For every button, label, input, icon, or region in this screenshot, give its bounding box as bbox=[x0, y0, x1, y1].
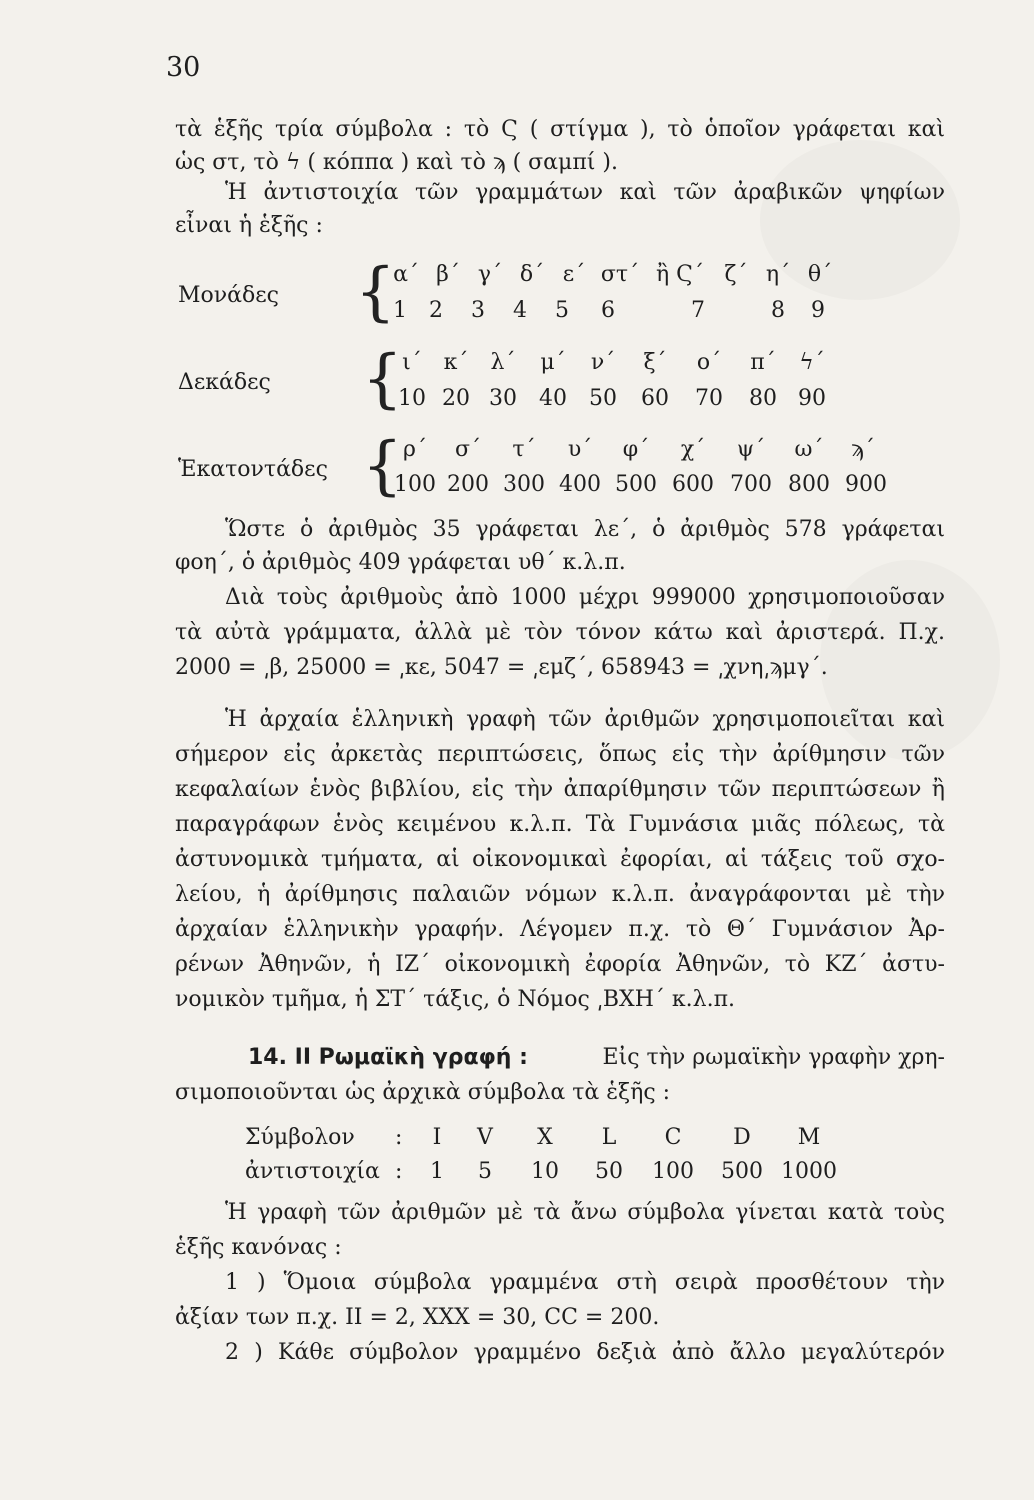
ekatontades-numbers bbox=[390, 472, 894, 497]
roman-symbol: C bbox=[664, 1124, 682, 1150]
numeral-letter: φ΄ bbox=[622, 437, 650, 462]
numeral-letter: α΄ bbox=[393, 262, 419, 287]
numeral-value: 40 bbox=[539, 386, 567, 411]
dekades-numbers bbox=[390, 386, 834, 411]
numeral-letter: ϡ΄ bbox=[851, 437, 875, 462]
numeral-letter: σ΄ bbox=[454, 437, 482, 462]
numeral-value: 90 bbox=[798, 386, 826, 411]
text-line: σήμερον εἰς ἀρκετὰς περιπτώσεις, ὅπως εἰς τὴν ἀρίθμησιν τῶν bbox=[175, 742, 945, 767]
row-label-ekatontades: Ἑκατοντάδες bbox=[178, 457, 328, 482]
numeral-value: 6 bbox=[601, 298, 615, 323]
dekades-letters bbox=[390, 350, 834, 375]
text-line: σιμοποιοῦνται ὡς ἀρχικὰ σύμβολα τὰ ἑξῆς : bbox=[175, 1080, 671, 1105]
numeral-value: 5 bbox=[555, 298, 569, 323]
roman-values-row bbox=[245, 1154, 839, 1188]
numeral-value: 20 bbox=[442, 386, 470, 411]
numeral-value: 100 bbox=[394, 472, 436, 497]
row-label-symbols: Σύμβολον bbox=[245, 1124, 355, 1150]
numeral-letter: γ΄ bbox=[477, 262, 503, 287]
page-number: 30 bbox=[166, 52, 201, 83]
text-line: κεφαλαίων ἑνὸς βιβλίου, εἰς τὴν ἀπαρίθμησιν τῶν περιπτώσεων ἢ bbox=[175, 777, 945, 802]
section-heading: 14. ΙΙ Ρωμαϊκὴ γραφή : bbox=[248, 1045, 528, 1070]
numeral-value: 800 bbox=[788, 472, 830, 497]
text-line: λείου, ἡ ἀρίθμησις παλαιῶν νόμων κ.λ.π. ἀναγράφονται μὲ τὴν bbox=[175, 882, 945, 907]
text-line: Ὥστε ὁ ἀριθμὸς 35 γράφεται λε΄, ὁ ἀριθμὸς 578 γράφεται bbox=[225, 517, 945, 542]
numeral-value: 400 bbox=[559, 472, 601, 497]
text-line: Διὰ τοὺς ἀριθμοὺς ἀπὸ 1000 μέχρι 999000 χρησιμοποιοῦσαν bbox=[225, 585, 945, 610]
ekatontades-letters bbox=[390, 437, 888, 462]
roman-numerals-table bbox=[245, 1120, 839, 1188]
text-line: φοη΄, ὁ ἀριθμὸς 409 γράφεται υθ΄ κ.λ.π. bbox=[175, 550, 626, 575]
text-line: 1 ) Ὅμοια σύμβολα γραμμένα στὴ σειρὰ προσθέτουν τὴν bbox=[225, 1270, 945, 1295]
numeral-letter: ρ΄ bbox=[403, 437, 427, 462]
numeral-value: 8 bbox=[771, 298, 785, 323]
numeral-letter: ν΄ bbox=[590, 350, 616, 375]
numeral-letter: τ΄ bbox=[512, 437, 536, 462]
text-line: 2000 = ͵β, 25000 = ͵κε, 5047 = ͵εμζ΄, 658943 = ͵χνη͵ϡμγ΄. bbox=[175, 655, 828, 680]
numeral-letter: ψ΄ bbox=[736, 437, 766, 462]
roman-value: 1000 bbox=[781, 1158, 837, 1184]
numeral-value: 3 bbox=[471, 298, 485, 323]
text-line: τὰ αὐτὰ γράμματα, ἀλλὰ μὲ τὸν τόνον κάτω καὶ ἀριστερά. Π.χ. bbox=[175, 620, 945, 645]
numeral-letter: ξ΄ bbox=[643, 350, 667, 375]
numeral-value: 300 bbox=[503, 472, 545, 497]
numeral-letter: λ΄ bbox=[490, 350, 516, 375]
text-line: παραγράφων ἑνὸς κειμένου κ.λ.π. Τὰ Γυμνάσια μιᾶς πόλεως, τὰ bbox=[175, 812, 945, 837]
brace: { bbox=[362, 429, 403, 503]
row-label-dekades: Δεκάδες bbox=[178, 370, 271, 395]
text-line: Ἡ ἀρχαία ἑλληνικὴ γραφὴ τῶν ἀριθμῶν χρησιμοποιεῖται καὶ bbox=[225, 707, 945, 732]
roman-symbol: X bbox=[537, 1124, 553, 1150]
numeral-value: 9 bbox=[811, 298, 825, 323]
numeral-letter: στ΄ bbox=[600, 262, 640, 287]
roman-symbol: I bbox=[432, 1124, 442, 1150]
numeral-letter: δ΄ bbox=[519, 262, 545, 287]
numeral-letter: ω΄ bbox=[794, 437, 824, 462]
brace: { bbox=[355, 255, 396, 329]
numeral-value: 1 bbox=[393, 298, 407, 323]
numeral-value: 60 bbox=[641, 386, 669, 411]
numeral-letter: θ΄ bbox=[807, 262, 833, 287]
numeral-value: 70 bbox=[695, 386, 723, 411]
numeral-value: 10 bbox=[398, 386, 426, 411]
numeral-letter: ο΄ bbox=[696, 350, 722, 375]
text-line: ἀστυνομικὰ τμήματα, αἱ οἰκονομικαὶ ἐφορίαι, αἱ τάξεις τοῦ σχο- bbox=[175, 847, 945, 872]
numeral-letter: χ΄ bbox=[680, 437, 706, 462]
numeral-value: 80 bbox=[749, 386, 777, 411]
roman-value: 1 bbox=[430, 1158, 444, 1184]
numeral-value: 700 bbox=[730, 472, 772, 497]
roman-value: 50 bbox=[595, 1158, 623, 1184]
roman-value: 10 bbox=[531, 1158, 559, 1184]
numeral-value: 200 bbox=[447, 472, 489, 497]
numeral-value: 4 bbox=[513, 298, 527, 323]
numeral-letter: π΄ bbox=[750, 350, 776, 375]
numeral-value: 500 bbox=[615, 472, 657, 497]
text-line: ρένων Ἀθηνῶν, ἡ ΙΖ΄ οἰκονομικὴ ἐφορία Ἀθηνῶν, τὸ ΚΖ΄ ἀστυ- bbox=[175, 952, 945, 977]
text-line: Ἡ ἀντιστοιχία τῶν γραμμάτων καὶ τῶν ἀραβικῶν ψηφίων bbox=[225, 180, 945, 205]
text-line: νομικὸν τμῆμα, ἡ ΣΤ΄ τάξις, ὁ Νόμος ͵ΒΧΗ΄ κ.λ.π. bbox=[175, 987, 736, 1012]
numeral-value: 50 bbox=[589, 386, 617, 411]
numeral-letter: ε΄ bbox=[562, 262, 586, 287]
text-line: ἑξῆς κανόνας : bbox=[175, 1235, 342, 1260]
numeral-value: 600 bbox=[672, 472, 714, 497]
numeral-value: 2 bbox=[429, 298, 443, 323]
numeral-letter: κ΄ bbox=[443, 350, 469, 375]
roman-symbols-row bbox=[245, 1120, 839, 1154]
roman-symbol: M bbox=[797, 1124, 821, 1150]
separator: : bbox=[395, 1124, 403, 1150]
numeral-letter: ι΄ bbox=[402, 350, 422, 375]
roman-value: 5 bbox=[478, 1158, 492, 1184]
text-line: ἀξίαν των π.χ. II = 2, XXX = 30, CC = 200. bbox=[175, 1305, 660, 1330]
row-label-monades: Μονάδες bbox=[178, 283, 279, 308]
numeral-letter: ϟ΄ bbox=[799, 350, 825, 375]
row-label-values: ἀντιστοιχία bbox=[245, 1158, 380, 1184]
roman-symbol: D bbox=[733, 1124, 751, 1150]
numeral-letter: β΄ bbox=[436, 262, 460, 287]
numeral-letter: ζ΄ bbox=[724, 262, 748, 287]
roman-symbol: L bbox=[601, 1124, 617, 1150]
numeral-letter: υ΄ bbox=[567, 437, 593, 462]
numeral-letter: η΄ bbox=[765, 262, 791, 287]
roman-symbol: V bbox=[477, 1124, 493, 1150]
roman-value: 100 bbox=[652, 1158, 694, 1184]
roman-value: 500 bbox=[721, 1158, 763, 1184]
numeral-value: 7 bbox=[691, 298, 705, 323]
text-line: εἶναι ἡ ἑξῆς : bbox=[175, 213, 323, 238]
text-line: 2 ) Κάθε σύμβολον γραμμένο δεξιὰ ἀπὸ ἄλλο μεγαλύτερόν bbox=[225, 1340, 945, 1365]
text-line: Ἡ γραφὴ τῶν ἀριθμῶν μὲ τὰ ἄνω σύμβολα γίνεται κατὰ τοὺς bbox=[225, 1200, 945, 1225]
text-line: ὡς στ, τὸ ϟ ( κόππα ) καὶ τὸ ϡ ( σαμπί ). bbox=[175, 150, 618, 175]
text-line: ἀρχαίαν ἑλληνικὴν γραφήν. Λέγομεν π.χ. τὸ Θ΄ Γυμνάσιον Ἀρ- bbox=[175, 917, 945, 942]
numeral-letter: μ΄ bbox=[540, 350, 566, 375]
monades-letters bbox=[385, 262, 841, 287]
numeral-letter: ἢ Ϛ΄ bbox=[655, 262, 704, 287]
numeral-value: 30 bbox=[489, 386, 517, 411]
text-line: Εἰς τὴν ρωμαϊκὴν γραφὴν χρη- bbox=[602, 1045, 945, 1070]
section-14-line bbox=[248, 1043, 945, 1073]
separator: : bbox=[395, 1158, 403, 1184]
brace: { bbox=[362, 342, 403, 416]
numeral-value: 900 bbox=[845, 472, 887, 497]
text-line: τὰ ἑξῆς τρία σύμβολα : τὸ Ϛ ( στίγμα ), τὸ ὁποῖον γράφεται καὶ bbox=[175, 117, 945, 142]
monades-numbers bbox=[385, 298, 843, 323]
